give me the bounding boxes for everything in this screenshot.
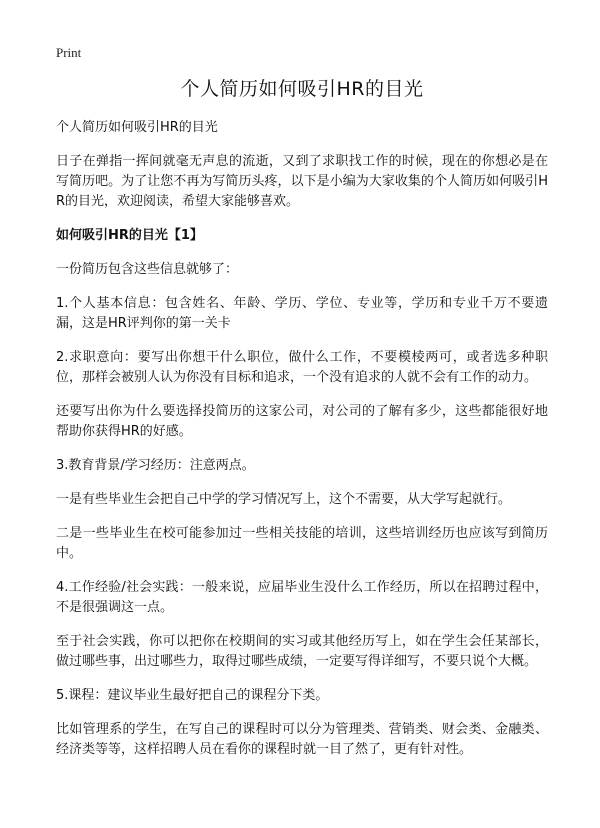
paragraph: 至于社会实践，你可以把你在校期间的实习或其他经历写上，如在学生会任某部长，做过哪些事，出过哪些力，取得过哪些成绩，一定要写得详细写，不要只说个大概。 <box>56 634 548 669</box>
document-body <box>56 118 548 760</box>
document-title: 个人简历如何吸引HR的目光 <box>180 78 424 100</box>
paragraph-intro: 日子在弹指一挥间就毫无声息的流逝，又到了求职找工作的时候，现在的你想必是在写简历吧。为了让您不再为写简历头疼，以下是小编为大家收集的个人简历如何吸引HR的目光，欢迎阅读，希望大家能够喜欢。 <box>56 154 548 209</box>
paragraph: 1.个人基本信息：包含姓名、年龄、学历、学位、专业等，学历和专业千万不要遗漏，这是HR评判你的第一关卡 <box>56 296 548 331</box>
paragraph: 比如管理系的学生，在写自己的课程时可以分为管理类、营销类、财会类、金融类、经济类等等，这样招聘人员在看你的课程时就一目了然了，更有针对性。 <box>56 722 548 757</box>
section-heading: 如何吸引HR的目光【1】 <box>56 228 203 243</box>
paragraph-intro-title: 个人简历如何吸引HR的目光 <box>56 120 218 135</box>
paragraph: 二是一些毕业生在校可能参加过一些相关技能的培训，这些培训经历也应该写到简历中。 <box>56 526 548 561</box>
paragraph: 3.教育背景/学习经历：注意两点。 <box>56 458 255 473</box>
paragraph: 4.工作经验/社会实践：一般来说，应届毕业生没什么工作经历，所以在招聘过程中，不是很强调这一点。 <box>56 580 548 615</box>
paragraph: 一是有些毕业生会把自己中学的学习情况写上，这个不需要，从大学写起就行。 <box>56 492 512 507</box>
paragraph: 还要写出你为什么要选择投简历的这家公司，对公司的了解有多少，这些都能很好地帮助你获得HR的好感。 <box>56 404 548 439</box>
paragraph: 2.求职意向：要写出你想干什么职位，做什么工作，不要模棱两可，或者选多种职位，那样会被别人认为你没有目标和追求，一个没有追求的人就不会有工作的动力。 <box>56 350 548 385</box>
paragraph: 5.课程：建议毕业生最好把自己的课程分下类。 <box>56 688 329 703</box>
print-label[interactable]: Print <box>56 45 82 60</box>
paragraph: 一份简历包含这些信息就够了： <box>56 262 239 277</box>
